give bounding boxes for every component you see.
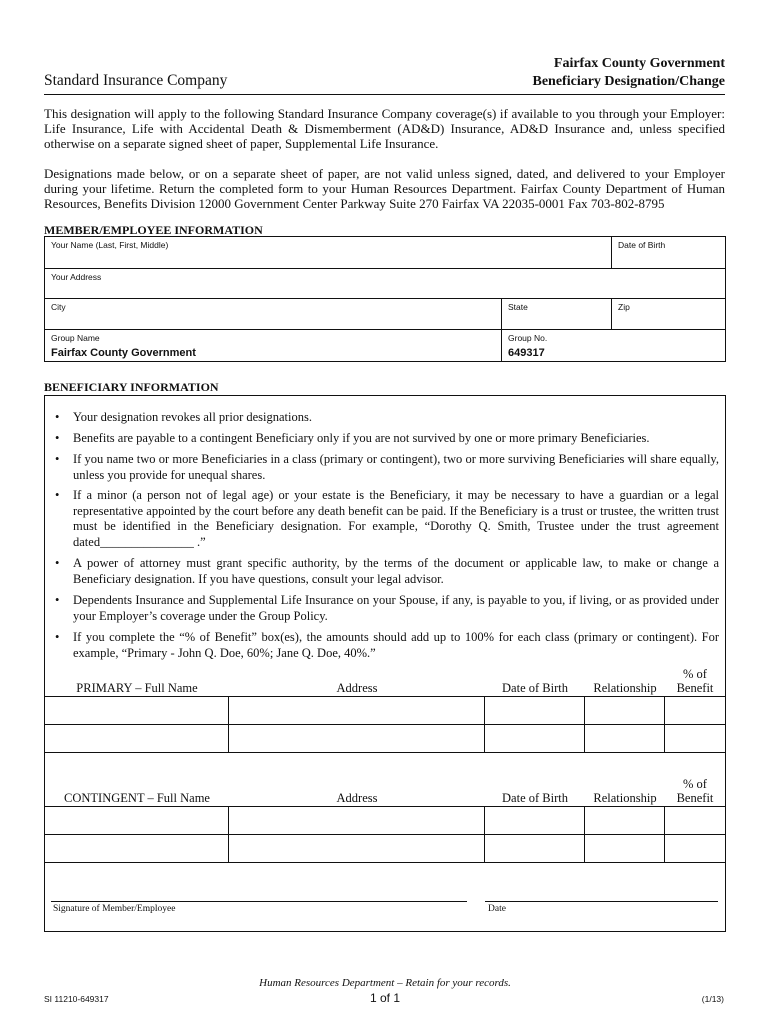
contingent-relationship-cell[interactable]	[585, 835, 665, 863]
bullet-dot: •	[55, 630, 60, 644]
bullet-dot: •	[55, 556, 60, 570]
primary-percent-header-line1: % of	[683, 667, 707, 681]
bullet-text: If you name two or more Beneficiaries in a class (primary or contingent), two or more surviving Beneficiaries will share equally, unless you provide for unequal shares.	[73, 452, 719, 482]
group-no-field	[502, 330, 725, 361]
company-name: Standard Insurance Company	[44, 72, 228, 89]
contingent-name-cell[interactable]	[45, 807, 229, 835]
primary-percent-cell[interactable]	[665, 725, 725, 753]
bullet-text: If a minor (a person not of legal age) or your estate is the Beneficiary, it may be necessary to have a guardian or a legal representative appointed by the court before any death benefit can be paid. If the Beneficiary is a trust or trustee, the written trust must be identified in the Beneficiary designation. For example, “Dorothy Q. Smith, Trustee under the trust agreement dated_______________ .”	[73, 488, 719, 549]
contingent-dob-cell[interactable]	[485, 835, 585, 863]
form-title: Beneficiary Designation/Change	[532, 74, 725, 89]
zip-field[interactable]	[612, 299, 725, 330]
primary-relationship-header: Relationship	[593, 681, 657, 695]
address-field[interactable]	[45, 269, 725, 299]
zip-label: Zip	[618, 302, 630, 312]
primary-address-cell[interactable]	[229, 725, 485, 753]
contingent-address-cell[interactable]	[229, 835, 485, 863]
intro-paragraph-2: Designations made below, or on a separate sheet of paper, are not valid unless signed, dated, and delivered to your Employer during your lifetime. Return the completed form to your Human Resources Department. Fairfax County Department of Human Resources, Benefits Division 12000 Government Center Parkway Suite 270 Fairfax VA 22035-0001 Fax 703-802-8795	[44, 166, 725, 211]
primary-address-header: Address	[336, 681, 378, 695]
city-field[interactable]	[45, 299, 502, 330]
contingent-dob-cell[interactable]	[485, 807, 585, 835]
page-number: 1 of 1	[369, 991, 401, 1005]
signature-line[interactable]	[51, 901, 467, 902]
bullet-dot: •	[55, 452, 60, 466]
group-no-value: 649317	[508, 347, 545, 359]
primary-name-cell[interactable]	[45, 697, 229, 725]
contingent-name-header: CONTINGENT – Full Name	[64, 791, 210, 805]
contingent-name-cell[interactable]	[45, 835, 229, 863]
group-name-value: Fairfax County Government	[51, 347, 196, 359]
member-info-box	[44, 236, 726, 362]
bullet-text: Dependents Insurance and Supplemental Life Insurance on your Spouse, if any, is payable to you, if living, or as provided under your Employer’s coverage under the Group Policy.	[73, 593, 719, 623]
primary-name-cell[interactable]	[45, 725, 229, 753]
contingent-address-header: Address	[336, 791, 378, 805]
primary-percent-cell[interactable]	[665, 697, 725, 725]
city-label: City	[51, 302, 66, 312]
primary-address-cell[interactable]	[229, 697, 485, 725]
contingent-percent-cell[interactable]	[665, 807, 725, 835]
organization-name: Fairfax County Government	[553, 56, 725, 71]
bullet-dot: •	[55, 593, 60, 607]
primary-relationship-cell[interactable]	[585, 697, 665, 725]
primary-percent-header-line2: Benefit	[676, 681, 714, 695]
bullet-dot: •	[55, 431, 60, 445]
bullet-text: Your designation revokes all prior designations.	[73, 410, 312, 424]
contingent-percent-header-line1: % of	[683, 777, 707, 791]
group-name-field	[45, 330, 502, 361]
signature-label: Signature of Member/Employee	[53, 904, 176, 914]
contingent-relationship-header: Relationship	[593, 791, 657, 805]
state-field[interactable]	[502, 299, 612, 330]
group-no-label: Group No.	[508, 333, 548, 343]
date-label: Date	[488, 904, 506, 914]
primary-dob-cell[interactable]	[485, 697, 585, 725]
date-line[interactable]	[485, 901, 718, 902]
primary-dob-header: Date of Birth	[502, 681, 568, 695]
beneficiary-info-box	[44, 395, 726, 932]
primary-dob-cell[interactable]	[485, 725, 585, 753]
form-code: SI 11210-649317	[44, 994, 109, 1004]
contingent-percent-cell[interactable]	[665, 835, 725, 863]
name-label: Your Name (Last, First, Middle)	[51, 240, 169, 250]
name-field[interactable]	[45, 237, 612, 269]
address-label: Your Address	[51, 272, 102, 282]
header-divider	[44, 94, 725, 95]
contingent-address-cell[interactable]	[229, 807, 485, 835]
bullet-text: A power of attorney must grant specific authority, by the terms of the document or applicable law, to make or change a Beneficiary designation. If you have questions, consult your legal advisor.	[73, 556, 719, 586]
revision-date: (1/13)	[701, 994, 724, 1004]
bullet-dot: •	[55, 488, 60, 502]
contingent-relationship-cell[interactable]	[585, 807, 665, 835]
dob-label: Date of Birth	[618, 240, 666, 250]
bullet-text: If you complete the “% of Benefit” box(es), the amounts should add up to 100% for each class (primary or contingent). For example, “Primary - John Q. Doe, 60%; Jane Q. Doe, 40%.”	[73, 630, 719, 660]
contingent-grid	[45, 806, 725, 863]
bullet-dot: •	[55, 410, 60, 424]
bullet-text: Benefits are payable to a contingent Beneficiary only if you are not survived by one or more primary Beneficiaries.	[73, 431, 650, 445]
primary-grid	[45, 696, 725, 753]
contingent-percent-header-line2: Benefit	[676, 791, 714, 805]
state-label: State	[508, 302, 528, 312]
group-name-label: Group Name	[51, 333, 100, 343]
primary-relationship-cell[interactable]	[585, 725, 665, 753]
dob-field[interactable]	[612, 237, 725, 269]
primary-name-header: PRIMARY – Full Name	[76, 681, 198, 695]
footer-note: Human Resources Department – Retain for your records.	[259, 977, 511, 989]
member-section-heading: MEMBER/EMPLOYEE INFORMATION	[44, 223, 263, 237]
contingent-dob-header: Date of Birth	[502, 791, 568, 805]
intro-paragraph-1: This designation will apply to the following Standard Insurance Company coverage(s) if available to you through your Employer: Life Insurance, Life with Accidental Death & Dismemberment (AD&D) Insurance, AD&D Insurance and, unless specified otherwise on a separate signed sheet of paper, Supplemental Life Insurance.	[44, 106, 725, 151]
beneficiary-section-heading: BENEFICIARY INFORMATION	[44, 380, 219, 394]
